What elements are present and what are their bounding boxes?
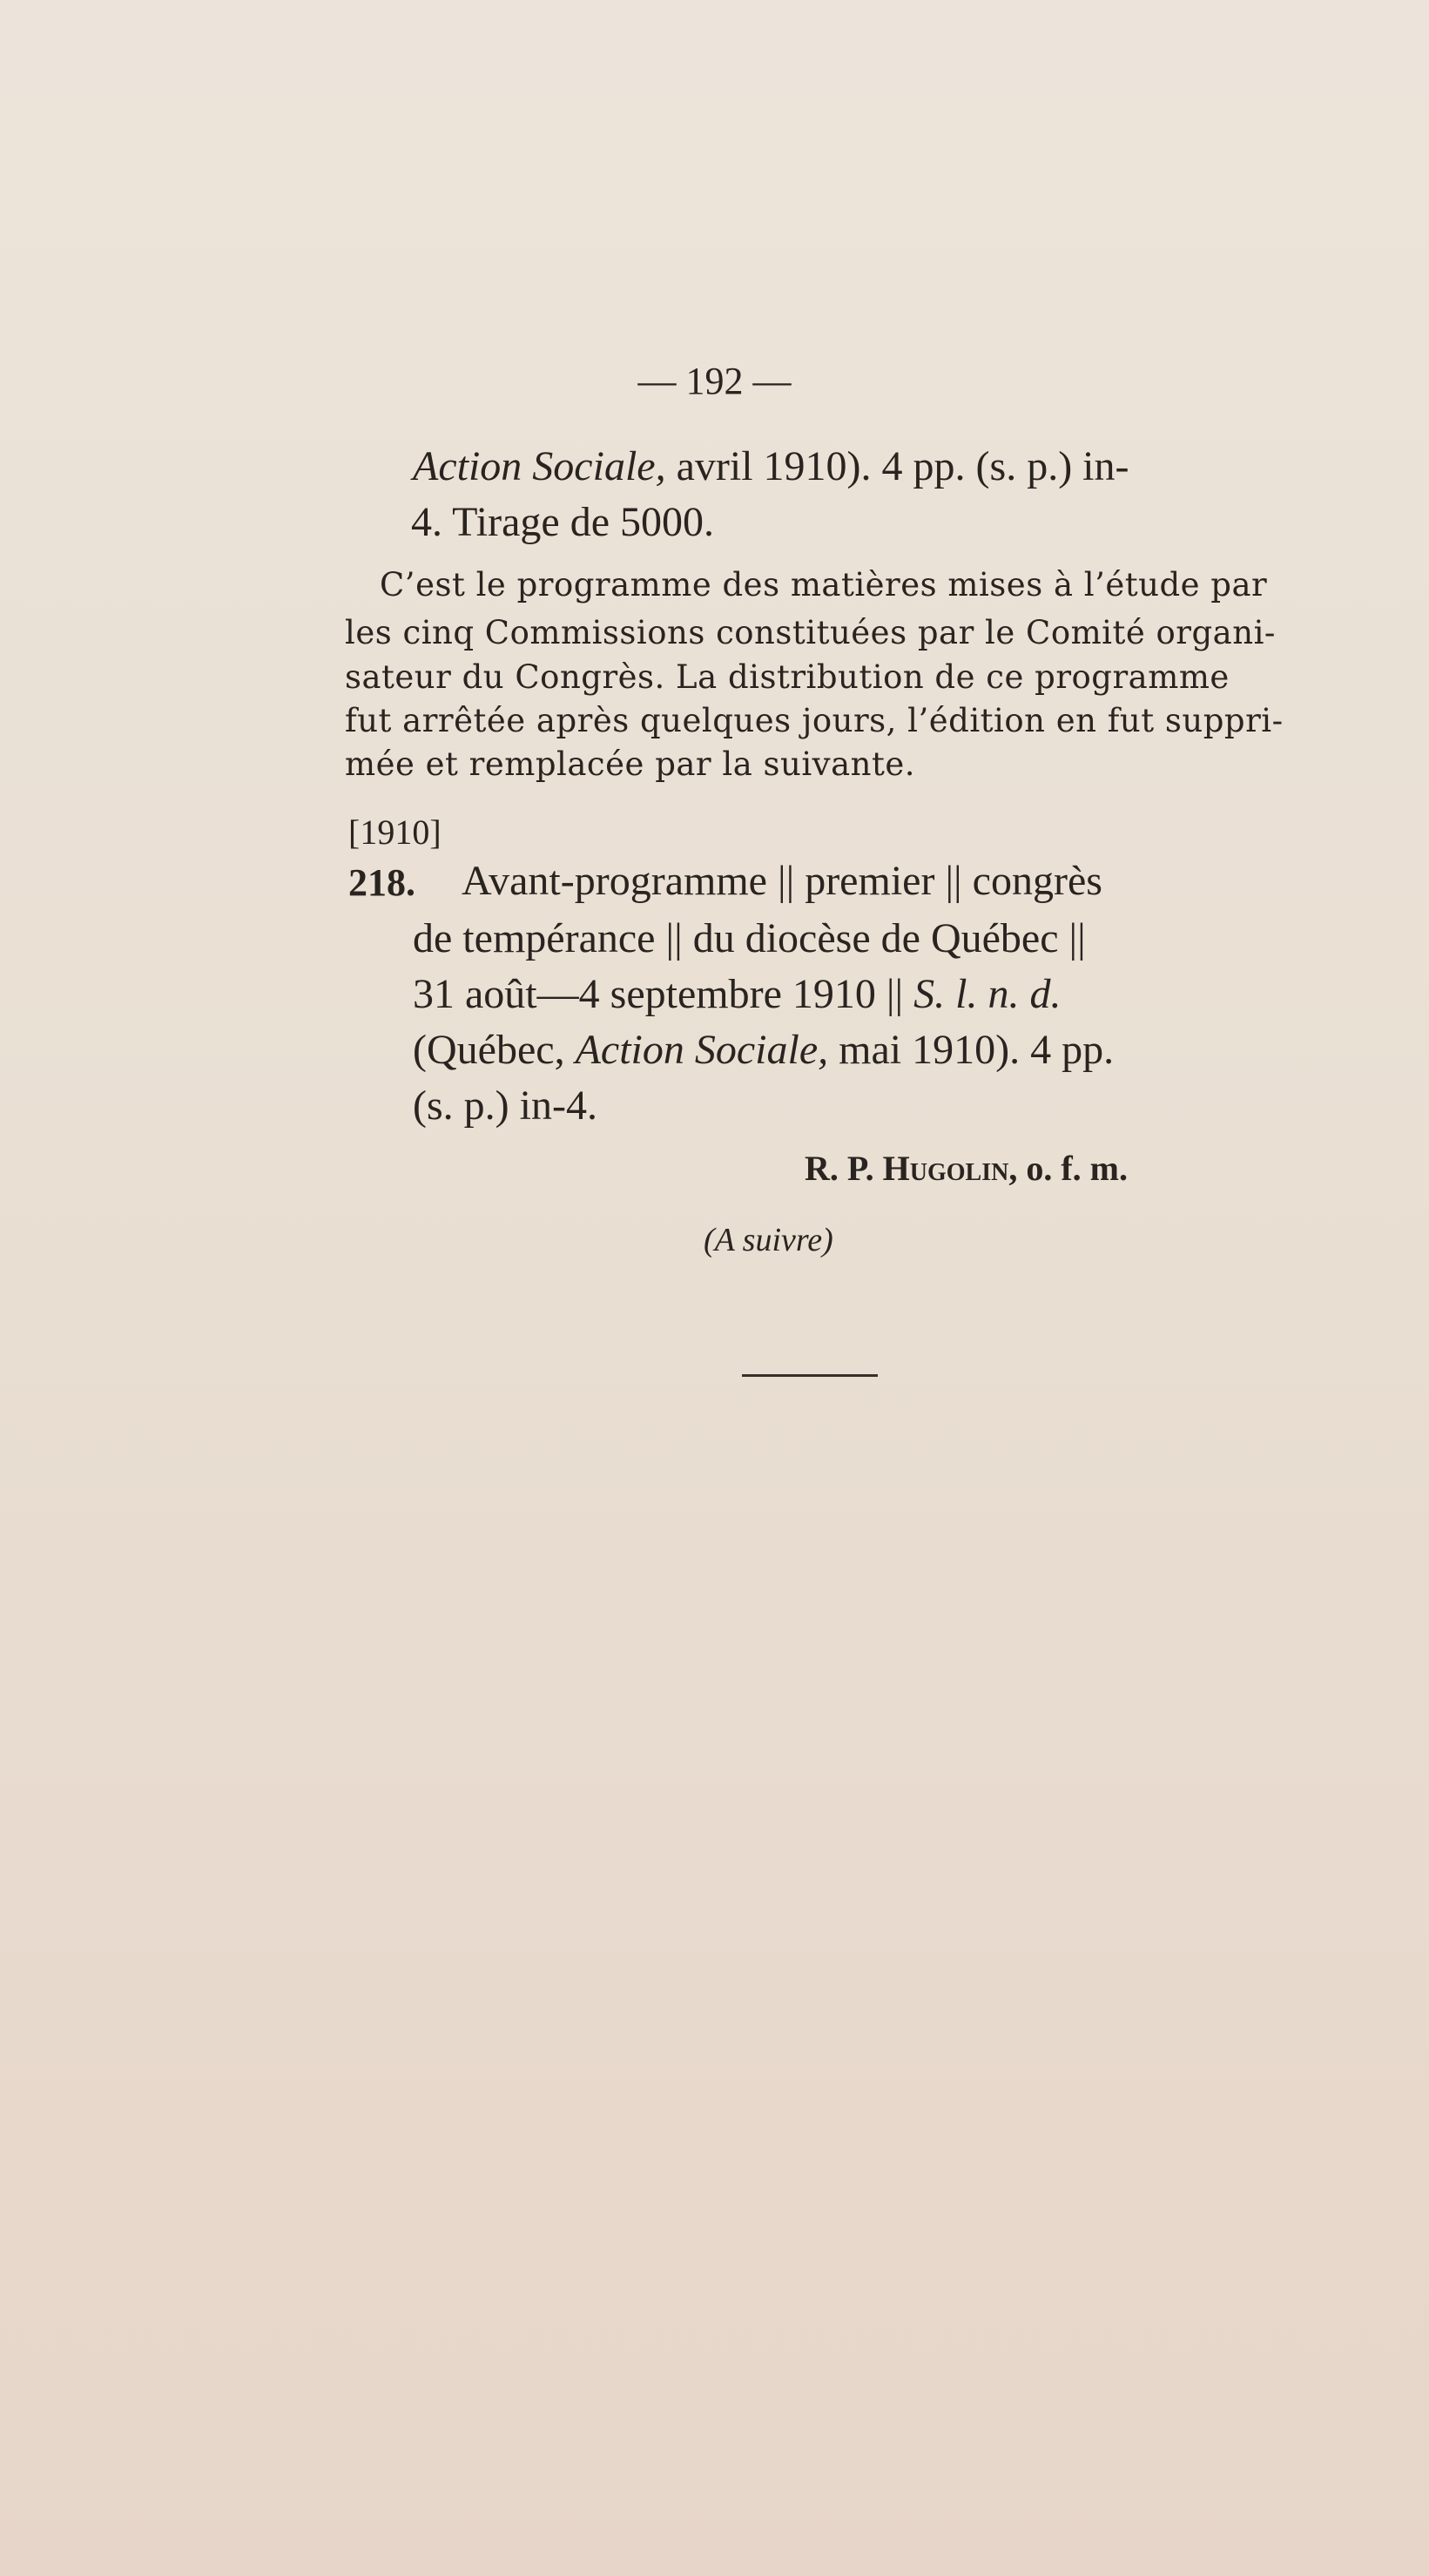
description-line-1: C’est le programme des matières mises à l’étude par [380, 566, 1268, 604]
entry-year: [1910] [348, 813, 442, 852]
entry-line-4-text-b: mai 1910). 4 pp. [828, 1027, 1115, 1073]
to-be-continued: (A suivre) [704, 1222, 833, 1258]
description-line-3: sateur du Congrès. La distribution de ce programme [345, 658, 1230, 696]
author-signature [805, 1148, 1128, 1189]
entry-line-4 [413, 1026, 1114, 1074]
author-suffix: , o. f. m. [1008, 1149, 1128, 1188]
continuation-line-1 [413, 442, 1129, 490]
entry-line-3-text: 31 août—4 septembre 1910 || [413, 971, 914, 1017]
continuation-line-2: 4. Tirage de 5000. [411, 499, 714, 545]
entry-number: 218. [348, 861, 415, 904]
entry-line-5: (s. p.) in-4. [413, 1082, 597, 1129]
entry-line-3-italic: S. l. n. d. [913, 971, 1062, 1017]
description-line-4: fut arrêtée après quelques jours, l’édition en fut suppri- [345, 702, 1284, 739]
continuation-line-1-text: avril 1910). 4 pp. (s. p.) in- [665, 443, 1129, 489]
entry-line-4-italic: Action Sociale, [575, 1027, 829, 1073]
author-name: Hugolin [882, 1149, 1009, 1188]
entry-line-2: de tempérance || du diocèse de Québec || [413, 915, 1086, 961]
entry-line-3 [413, 970, 1061, 1018]
entry-line-1: Avant-programme || premier || congrès [462, 858, 1102, 904]
description-line-2: les cinq Commissions constituées par le Comité organi- [345, 614, 1276, 651]
publication-title: Action Sociale, [413, 443, 666, 489]
description-line-5: mée et remplacée par la suivante. [345, 745, 916, 783]
closing-rule [742, 1374, 878, 1377]
entry-line-4-text-a: (Québec, [413, 1027, 576, 1073]
author-prefix: R. P. [805, 1149, 883, 1188]
page-number: — 192 — [637, 360, 792, 402]
